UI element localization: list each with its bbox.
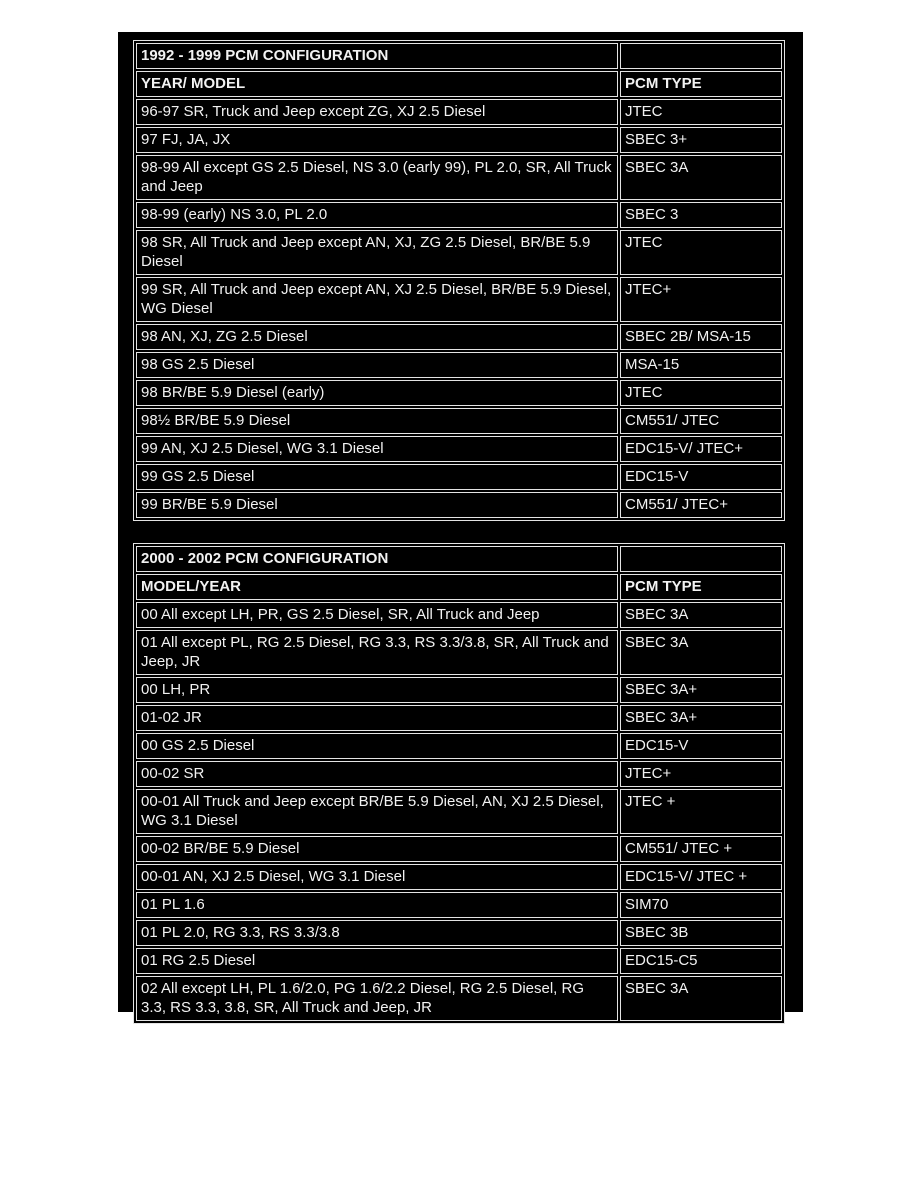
model-cell: 00 LH, PR: [136, 677, 618, 703]
table-row: [136, 602, 782, 628]
model-cell: 98-99 All except GS 2.5 Diesel, NS 3.0 (early 99), PL 2.0, SR, All Truck and Jeep: [136, 155, 618, 200]
model-cell: 98 SR, All Truck and Jeep except AN, XJ, ZG 2.5 Diesel, BR/BE 5.9 Diesel: [136, 230, 618, 275]
table-row: [136, 733, 782, 759]
model-cell: 01 All except PL, RG 2.5 Diesel, RG 3.3, RS 3.3/3.8, SR, All Truck and Jeep, JR: [136, 630, 618, 675]
table-row: [136, 976, 782, 1021]
table-title-spacer-cell: [620, 43, 782, 69]
model-cell: 00-01 AN, XJ 2.5 Diesel, WG 3.1 Diesel: [136, 864, 618, 890]
table-row: [136, 630, 782, 675]
model-cell: 00-02 SR: [136, 761, 618, 787]
table-row: [136, 436, 782, 462]
model-cell: 98-99 (early) NS 3.0, PL 2.0: [136, 202, 618, 228]
pcm-type-cell: CM551/ JTEC+: [620, 492, 782, 518]
column-header-model-year: MODEL/YEAR: [136, 574, 618, 600]
pcm-type-cell: JTEC: [620, 380, 782, 406]
model-cell: 98 AN, XJ, ZG 2.5 Diesel: [136, 324, 618, 350]
pcm-type-cell: MSA-15: [620, 352, 782, 378]
table-row: [136, 99, 782, 125]
pcm-type-cell: EDC15-V/ JTEC+: [620, 436, 782, 462]
column-header-pcm-type: PCM TYPE: [620, 71, 782, 97]
table-row: [136, 761, 782, 787]
model-cell: 00-02 BR/BE 5.9 Diesel: [136, 836, 618, 862]
model-cell: 00 All except LH, PR, GS 2.5 Diesel, SR, All Truck and Jeep: [136, 602, 618, 628]
pcm-type-cell: SBEC 3B: [620, 920, 782, 946]
table-row: [136, 677, 782, 703]
pcm-type-cell: SBEC 3: [620, 202, 782, 228]
model-cell: 00-01 All Truck and Jeep except BR/BE 5.9 Diesel, AN, XJ 2.5 Diesel, WG 3.1 Diesel: [136, 789, 618, 834]
model-cell: 98 BR/BE 5.9 Diesel (early): [136, 380, 618, 406]
pcm-type-cell: CM551/ JTEC +: [620, 836, 782, 862]
table-row: [136, 155, 782, 200]
table-body: [136, 99, 782, 518]
black-content-panel: [118, 32, 803, 1016]
table-row: [136, 864, 782, 890]
column-header-year-model: YEAR/ MODEL: [136, 71, 618, 97]
table-row: [136, 948, 782, 974]
pcm-type-cell: SBEC 3A+: [620, 705, 782, 731]
table-header-row: [136, 574, 782, 600]
pcm-type-cell: EDC15-V: [620, 464, 782, 490]
model-cell: 97 FJ, JA, JX: [136, 127, 618, 153]
model-cell: 99 AN, XJ 2.5 Diesel, WG 3.1 Diesel: [136, 436, 618, 462]
table-title: 1992 - 1999 PCM CONFIGURATION: [136, 43, 618, 69]
model-cell: 99 SR, All Truck and Jeep except AN, XJ 2.5 Diesel, BR/BE 5.9 Diesel, WG Diesel: [136, 277, 618, 322]
model-cell: 00 GS 2.5 Diesel: [136, 733, 618, 759]
pcm-type-cell: SBEC 3A: [620, 976, 782, 1021]
table-row: [136, 127, 782, 153]
table-row: [136, 464, 782, 490]
model-cell: 01 PL 2.0, RG 3.3, RS 3.3/3.8: [136, 920, 618, 946]
table-title-row: [136, 546, 782, 572]
pcm-type-cell: SBEC 2B/ MSA-15: [620, 324, 782, 350]
table-row: [136, 492, 782, 518]
table-row: [136, 324, 782, 350]
model-cell: 96-97 SR, Truck and Jeep except ZG, XJ 2.5 Diesel: [136, 99, 618, 125]
pcm-type-cell: EDC15-V: [620, 733, 782, 759]
model-cell: 02 All except LH, PL 1.6/2.0, PG 1.6/2.2 Diesel, RG 2.5 Diesel, RG 3.3, RS 3.3, 3.8, SR, All Truck and Jeep, JR: [136, 976, 618, 1021]
table-row: [136, 352, 782, 378]
table-body: [136, 602, 782, 1021]
model-cell: 01 PL 1.6: [136, 892, 618, 918]
table-row: [136, 892, 782, 918]
model-cell: 98½ BR/BE 5.9 Diesel: [136, 408, 618, 434]
pcm-type-cell: SIM70: [620, 892, 782, 918]
pcm-type-cell: JTEC+: [620, 761, 782, 787]
model-cell: 98 GS 2.5 Diesel: [136, 352, 618, 378]
table-title: 2000 - 2002 PCM CONFIGURATION: [136, 546, 618, 572]
pcm-type-cell: SBEC 3A: [620, 602, 782, 628]
table-title-spacer-cell: [620, 546, 782, 572]
pcm-config-table-2000-2002: [133, 543, 785, 1024]
pcm-type-cell: JTEC: [620, 99, 782, 125]
table-header-row: [136, 71, 782, 97]
pcm-type-cell: JTEC: [620, 230, 782, 275]
table-row: [136, 230, 782, 275]
table-row: [136, 408, 782, 434]
pcm-type-cell: JTEC +: [620, 789, 782, 834]
pcm-type-cell: SBEC 3+: [620, 127, 782, 153]
table-row: [136, 920, 782, 946]
table-title-row: [136, 43, 782, 69]
table-row: [136, 836, 782, 862]
pcm-config-table-1992-1999: [133, 40, 785, 521]
pcm-type-cell: JTEC+: [620, 277, 782, 322]
pcm-type-cell: EDC15-C5: [620, 948, 782, 974]
column-header-pcm-type: PCM TYPE: [620, 574, 782, 600]
table-row: [136, 380, 782, 406]
pcm-type-cell: CM551/ JTEC: [620, 408, 782, 434]
table-row: [136, 202, 782, 228]
table-row: [136, 789, 782, 834]
pcm-type-cell: SBEC 3A: [620, 155, 782, 200]
pcm-type-cell: SBEC 3A+: [620, 677, 782, 703]
table-row: [136, 705, 782, 731]
table-row: [136, 277, 782, 322]
model-cell: 01-02 JR: [136, 705, 618, 731]
pcm-type-cell: SBEC 3A: [620, 630, 782, 675]
pcm-type-cell: EDC15-V/ JTEC +: [620, 864, 782, 890]
model-cell: 99 BR/BE 5.9 Diesel: [136, 492, 618, 518]
model-cell: 99 GS 2.5 Diesel: [136, 464, 618, 490]
model-cell: 01 RG 2.5 Diesel: [136, 948, 618, 974]
